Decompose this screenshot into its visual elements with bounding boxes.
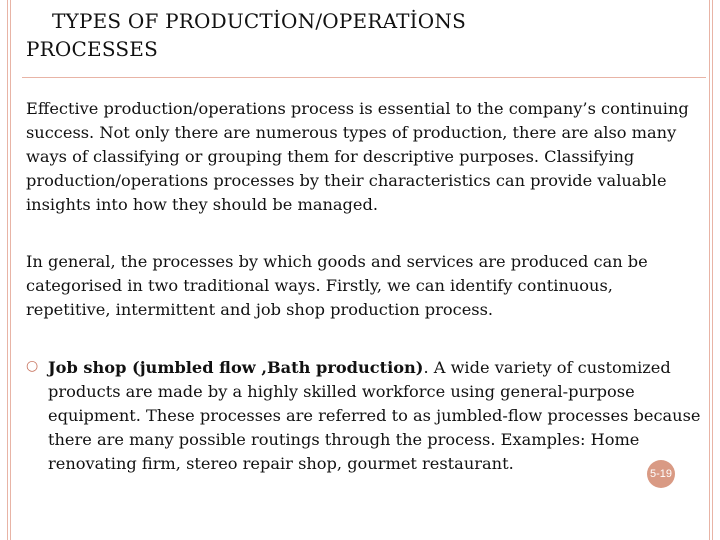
bullet-text: [48, 356, 702, 476]
slide-frame-left: [7, 0, 11, 540]
slide-frame-right: [709, 0, 713, 540]
bullet-lead-term: Job shop (jumbled flow ,Bath production): [48, 358, 424, 377]
bullet-item-job-shop: [26, 356, 702, 476]
intro-paragraph: Effective production/operations process is essential to the company’s continuing success. Not only there are numerous types of production, there are also many ways of classifying or grouping them for descriptive purposes. Classifying production/operations processes by their characteristics can provide valuable insights into how they should be managed.: [26, 99, 689, 214]
page-number-badge: 5-19: [647, 460, 675, 488]
slide-title-line-1: TYPES OF PRODUCTİON/OPERATİONS: [52, 9, 466, 33]
bullet-description: . A wide variety of customized products are made by a highly skilled workforce using general-purpose equipment. These processes are referred to as jumbled-flow processes because there are many possible routings through the process. Examples: Home renovating firm, stereo repair shop, gourmet restaurant.: [48, 358, 701, 473]
title-divider: [22, 77, 706, 78]
slide-title-line-2: PROCESSES: [26, 37, 158, 61]
hollow-circle-bullet-icon: ○: [26, 358, 39, 374]
classification-paragraph: In general, the processes by which goods and services are produced can be categorised in two traditional ways. Firstly, we can identify continuous, repetitive, intermittent and job shop production process.: [26, 252, 648, 319]
slide-title: [26, 7, 666, 63]
